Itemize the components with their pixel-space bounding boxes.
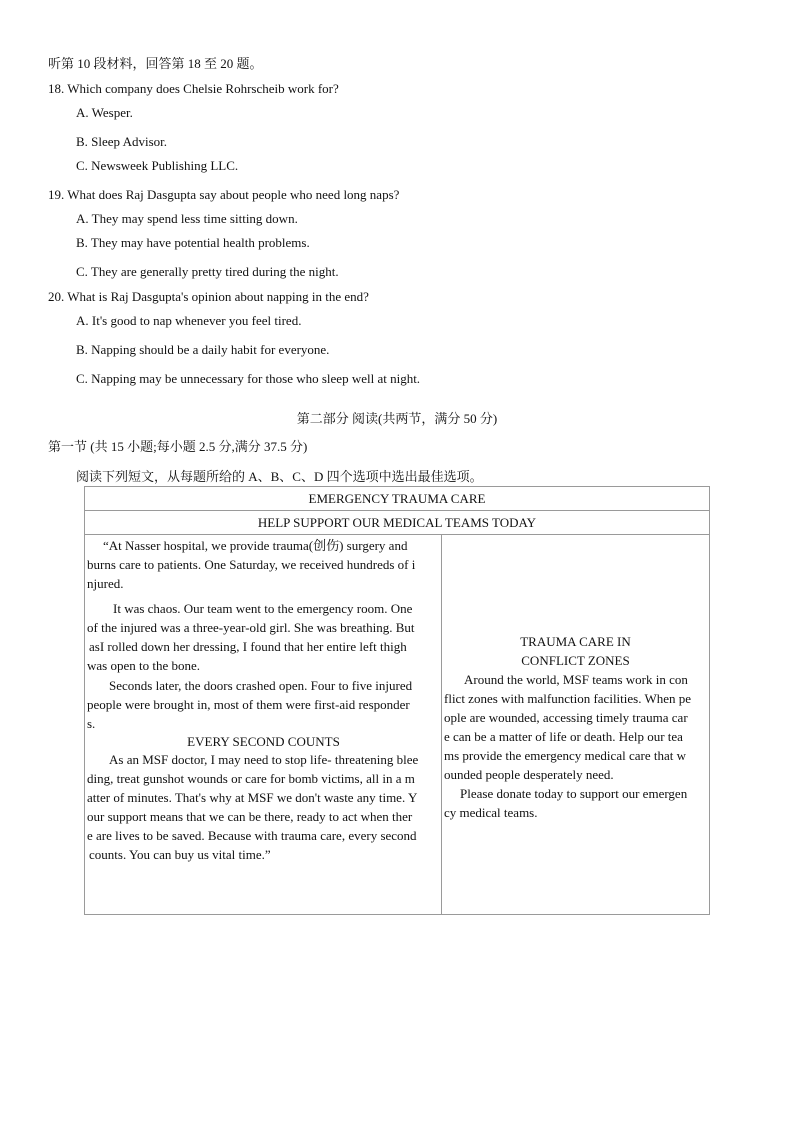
ad-left-line: our support means that we can be there, ready to act when ther	[87, 809, 413, 824]
ad-left-line: ding, treat gunshot wounds or care for bomb victims, all in a m	[87, 771, 415, 786]
ad-left-line: atter of minutes. That's why at MSF we don't waste any time. Y	[87, 790, 418, 805]
ad-left-line: burns care to patients. One Saturday, we received hundreds of i	[87, 557, 416, 572]
ad-left-line: people were brought in, most of them were first-aid responder	[87, 697, 410, 712]
ad-right-line: ms provide the emergency medical care that w	[444, 748, 686, 763]
ad-right-line: ople are wounded, accessing timely trauma car	[444, 710, 688, 725]
question-19-option-c: C. They are generally pretty tired during the night.	[76, 264, 339, 279]
ad-subtitle: HELP SUPPORT OUR MEDICAL TEAMS TODAY	[85, 511, 710, 535]
ad-right-line: Please donate today to support our emergen	[460, 786, 688, 801]
ad-left-line: s.	[87, 716, 96, 731]
ad-left-line: counts. You can buy us vital time.”	[89, 847, 271, 862]
question-20-option-c: C. Napping may be unnecessary for those who sleep well at night.	[76, 371, 421, 386]
ad-right-line: Around the world, MSF teams work in con	[464, 672, 688, 687]
ad-left-line: was open to the bone.	[87, 658, 201, 673]
ad-left-line: As an MSF doctor, I may need to stop life- threatening blee	[109, 752, 419, 767]
question-18-option-b: B. Sleep Advisor.	[76, 134, 168, 149]
ad-left-column	[85, 535, 442, 915]
part-two-title: 第二部分 阅读(共两节，满分 50 分)	[296, 411, 498, 426]
reading-instructions: 阅读下列短文，从每题所给的 A、B、C、D 四个选项中选出最佳选项。	[76, 469, 483, 484]
ad-left-line: It was chaos. Our team went to the emergency room. One	[113, 601, 413, 616]
ad-title: EMERGENCY TRAUMA CARE	[85, 487, 710, 511]
ad-left-line: “At Nasser hospital, we provide trauma(创伤) surgery and	[103, 538, 408, 553]
ad-left-line: of the injured was a three-year-old girl. She was breathing. But	[87, 620, 415, 635]
ad-right-heading: TRAUMA CARE IN	[520, 634, 631, 649]
trauma-care-ad	[84, 486, 710, 915]
ad-right-heading: CONFLICT ZONES	[521, 653, 630, 668]
question-19-option-a: A. They may spend less time sitting down.	[76, 211, 298, 226]
ad-right-line: ounded people desperately need.	[444, 767, 614, 782]
question-20-option-a: A. It's good to nap whenever you feel tired.	[76, 313, 302, 328]
ad-left-line: e are lives to be saved. Because with trauma care, every second	[87, 828, 417, 843]
section-one-title: 第一节 (共 15 小题;每小题 2.5 分,满分 37.5 分)	[48, 439, 308, 454]
ad-right-line: e can be a matter of life or death. Help our tea	[444, 729, 683, 744]
ad-left-line: asI rolled down her dressing, I found that her entire left thigh	[89, 639, 407, 654]
ad-left-line: njured.	[87, 576, 124, 591]
question-19-option-b: B. They may have potential health problems.	[76, 235, 310, 250]
question-20-option-b: B. Napping should be a daily habit for everyone.	[76, 342, 330, 357]
ad-right-line: flict zones with malfunction facilities. When pe	[444, 691, 692, 706]
question-20-stem: 20. What is Raj Dasgupta's opinion about napping in the end?	[48, 289, 369, 304]
question-18-option-c: C. Newsweek Publishing LLC.	[76, 158, 239, 173]
ad-right-column	[442, 535, 710, 915]
ad-left-heading: EVERY SECOND COUNTS	[187, 734, 340, 749]
listening-intro: 听第 10 段材料，回答第 18 至 20 题。	[48, 56, 263, 71]
question-18-stem: 18. Which company does Chelsie Rohrscheib work for?	[48, 81, 339, 96]
ad-left-line: Seconds later, the doors crashed open. Four to five injured	[109, 678, 413, 693]
ad-right-line: cy medical teams.	[444, 805, 538, 820]
question-18-option-a: A. Wesper.	[76, 105, 133, 120]
question-19-stem: 19. What does Raj Dasgupta say about people who need long naps?	[48, 187, 400, 202]
